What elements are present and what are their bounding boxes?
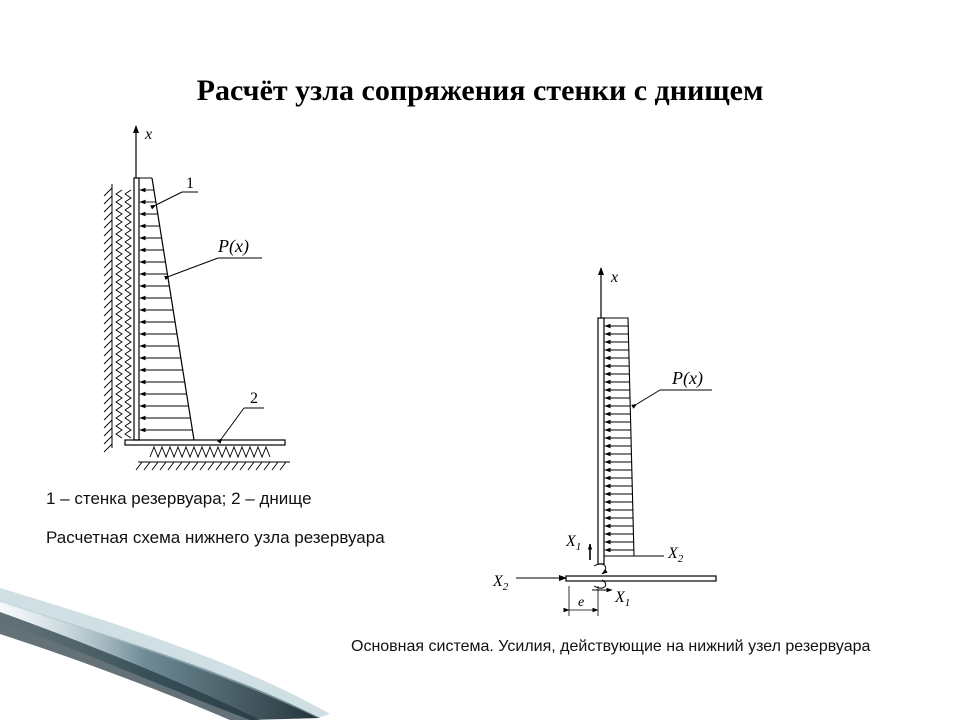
force-x1-top-label: $X_1$ bbox=[566, 533, 582, 553]
right-figure-caption: Основная система. Усилия, действующие на нижний узел резервуара bbox=[351, 638, 871, 655]
wall-spring-support bbox=[125, 190, 131, 438]
hatch-mark bbox=[200, 462, 206, 470]
force-x2-left-label: $X_2$ bbox=[493, 573, 509, 593]
hatch-mark bbox=[104, 444, 112, 452]
hatch-mark bbox=[104, 380, 112, 388]
hatch-mark bbox=[104, 436, 112, 444]
hatch-mark bbox=[216, 462, 222, 470]
hatch-mark bbox=[104, 404, 112, 412]
wall-spring-support bbox=[116, 190, 122, 438]
tank-bottom bbox=[125, 440, 285, 445]
hatch-mark bbox=[144, 462, 150, 470]
hatch-mark bbox=[104, 228, 112, 236]
callout-1-label: 1 bbox=[186, 175, 194, 192]
pressure-diagram-outline bbox=[152, 178, 194, 440]
hatch-mark bbox=[152, 462, 158, 470]
hatch-mark bbox=[176, 462, 182, 470]
hatch-mark bbox=[208, 462, 214, 470]
hatch-mark bbox=[104, 300, 112, 308]
right-x-axis-label: x bbox=[611, 269, 619, 286]
hatch-mark bbox=[104, 340, 112, 348]
hatch-mark bbox=[104, 292, 112, 300]
decorative-ribbon bbox=[0, 588, 330, 720]
hatch-mark bbox=[104, 364, 112, 372]
callout-2-label: 2 bbox=[250, 390, 258, 407]
force-x1-bottom-label: $X_1$ bbox=[615, 589, 631, 609]
hatch-mark bbox=[272, 462, 278, 470]
pressure-arrows bbox=[140, 190, 192, 430]
hatch-mark bbox=[264, 462, 270, 470]
hatch-mark bbox=[104, 428, 112, 436]
tank-bottom bbox=[566, 576, 716, 581]
hatch-mark bbox=[104, 276, 112, 284]
hatch-mark bbox=[192, 462, 198, 470]
left-x-axis-label: x bbox=[145, 126, 153, 143]
hatch-mark bbox=[104, 236, 112, 244]
hatch-marks bbox=[104, 188, 112, 452]
tank-wall bbox=[134, 178, 139, 440]
ground-hatching bbox=[136, 462, 290, 470]
bottom-spring-support bbox=[150, 447, 270, 457]
hatch-mark bbox=[248, 462, 254, 470]
left-diagram-tank-node bbox=[104, 126, 290, 470]
hatch-mark bbox=[104, 396, 112, 404]
hatch-mark bbox=[104, 308, 112, 316]
hatch-mark bbox=[104, 356, 112, 364]
hatch-mark bbox=[240, 462, 246, 470]
right-load-label: P(x) bbox=[672, 368, 703, 388]
hatch-mark bbox=[104, 268, 112, 276]
hatch-mark bbox=[104, 372, 112, 380]
hatch-mark bbox=[256, 462, 262, 470]
hatch-mark bbox=[104, 348, 112, 356]
left-figure-caption: Расчетная схема нижнего узла резервуара bbox=[46, 528, 385, 547]
hatch-mark bbox=[104, 412, 112, 420]
hatch-mark bbox=[104, 420, 112, 428]
hatch-mark bbox=[104, 260, 112, 268]
hatch-mark bbox=[104, 244, 112, 252]
hatch-mark bbox=[184, 462, 190, 470]
hatch-mark bbox=[104, 332, 112, 340]
right-diagram-basic-system bbox=[516, 268, 716, 616]
hatch-mark bbox=[104, 188, 112, 196]
left-legend-caption: 1 – стенка резервуара; 2 – днище bbox=[46, 489, 312, 508]
left-load-label: P(x) bbox=[218, 236, 249, 256]
hatch-mark bbox=[104, 204, 112, 212]
hatch-mark bbox=[224, 462, 230, 470]
hatch-mark bbox=[104, 212, 112, 220]
slide-title: Расчёт узла сопряжения стенки с днищем bbox=[196, 74, 764, 107]
hatch-mark bbox=[104, 284, 112, 292]
hatch-mark bbox=[104, 252, 112, 260]
hatch-mark bbox=[104, 220, 112, 228]
hatch-mark bbox=[104, 316, 112, 324]
hatch-mark bbox=[136, 462, 142, 470]
tank-wall bbox=[598, 318, 604, 564]
hatch-mark bbox=[160, 462, 166, 470]
hatch-mark bbox=[104, 196, 112, 204]
eccentricity-label: e bbox=[578, 595, 585, 610]
hatch-mark bbox=[104, 324, 112, 332]
hatch-mark bbox=[104, 388, 112, 396]
pressure-diagram-outline bbox=[604, 318, 634, 556]
hatch-mark bbox=[232, 462, 238, 470]
hatch-mark bbox=[280, 462, 286, 470]
hatch-mark bbox=[168, 462, 174, 470]
force-x2-right-label: $X_2$ bbox=[668, 545, 684, 565]
